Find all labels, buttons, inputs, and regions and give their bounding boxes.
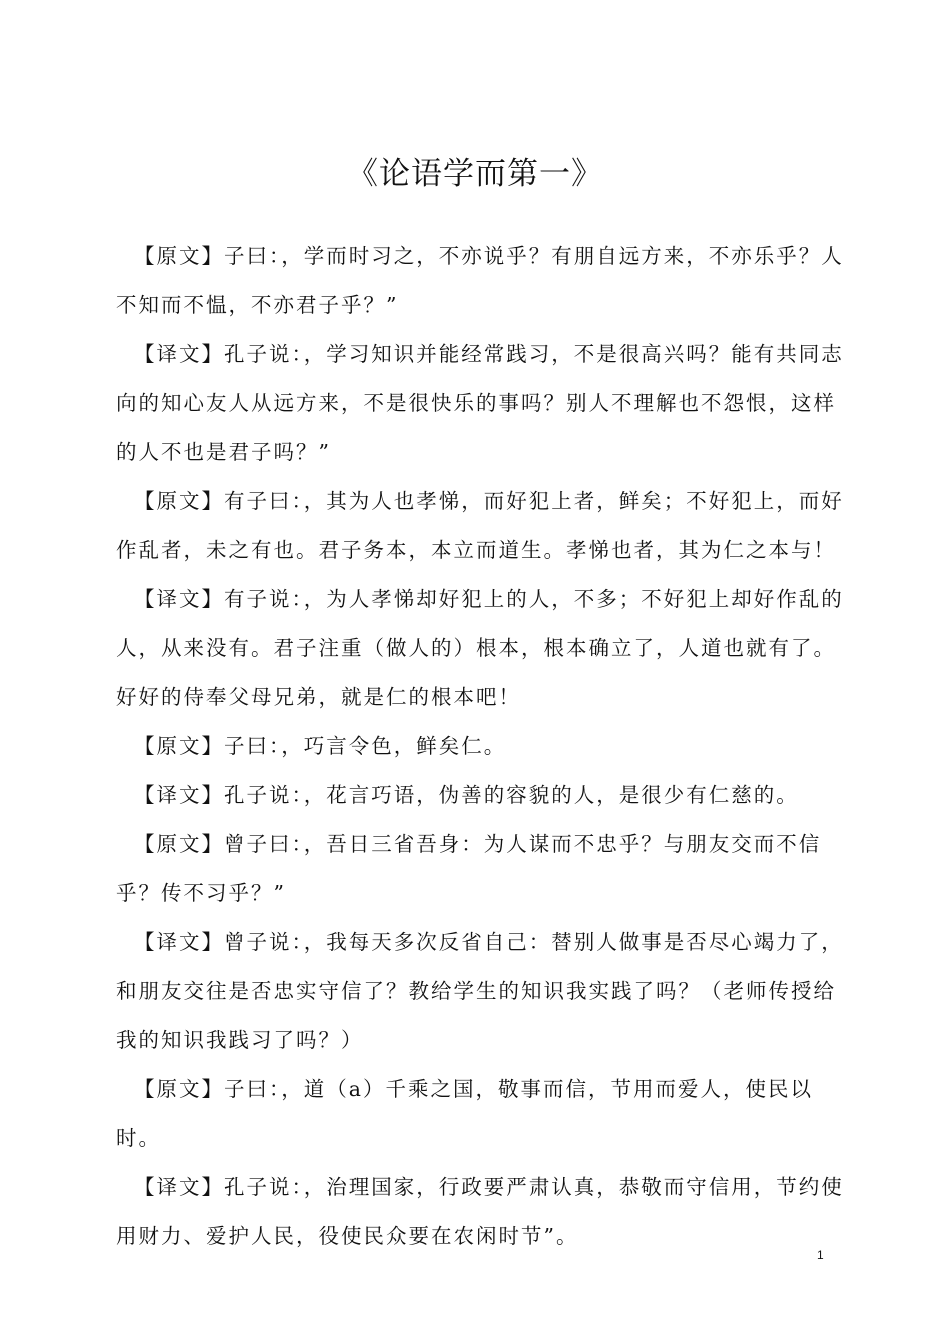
paragraph-translation-5: 【译文】孔子说：，治理国家，行政要严肃认真，恭敬而守信用，节约使用财力、爱护人民，役使民众要在农闲时节”。 — [116, 1175, 844, 1248]
paragraph-original-1: 【原文】子曰：，学而时习之，不亦说乎？有朋自远方来，不亦乐乎？人不知而不愠，不亦君子乎？” — [116, 244, 844, 317]
paragraph-original-3: 【原文】子曰：，巧言令色，鲜矣仁。 — [134, 734, 507, 758]
page-number: 1 — [817, 1248, 824, 1262]
document-title: 《论语学而第一》 — [347, 156, 603, 192]
paragraph-translation-3: 【译文】孔子说：，花言巧语，伪善的容貌的人，是很少有仁慈的。 — [134, 783, 799, 807]
paragraph-translation-4: 【译文】曾子说：，我每天多次反省自己：替别人做事是否尽心竭力了，和朋友交往是否忠实守信了？教给学生的知识我实践了吗？（老师传授给我的知识我践习了吗？） — [116, 930, 844, 1052]
paragraph-original-4: 【原文】曾子曰：，吾日三省吾身：为人谋而不忠乎？与朋友交而不信乎？传不习乎？” — [116, 832, 822, 905]
document-body — [116, 232, 851, 1261]
paragraph-translation-2: 【译文】有子说：，为人孝悌却好犯上的人，不多；不好犯上却好作乱的人，从来没有。君子注重（做人的）根本，根本确立了，人道也就有了。好好的侍奉父母兄弟，就是仁的根本吧！ — [116, 587, 844, 709]
paragraph-translation-1: 【译文】孔子说：，学习知识并能经常践习，不是很高兴吗？能有共同志向的知心友人从远方来，不是很快乐的事吗？别人不理解也不怨恨，这样的人不也是君子吗？” — [116, 342, 844, 464]
paragraph-original-2: 【原文】有子曰：，其为人也孝悌，而好犯上者，鲜矣；不好犯上，而好作乱者，未之有也。君子务本，本立而道生。孝悌也者，其为仁之本与！ — [116, 489, 844, 562]
paragraph-original-5: 【原文】子曰：，道（a）千乘之国，敬事而信，节用而爱人，使民以时。 — [116, 1077, 813, 1150]
